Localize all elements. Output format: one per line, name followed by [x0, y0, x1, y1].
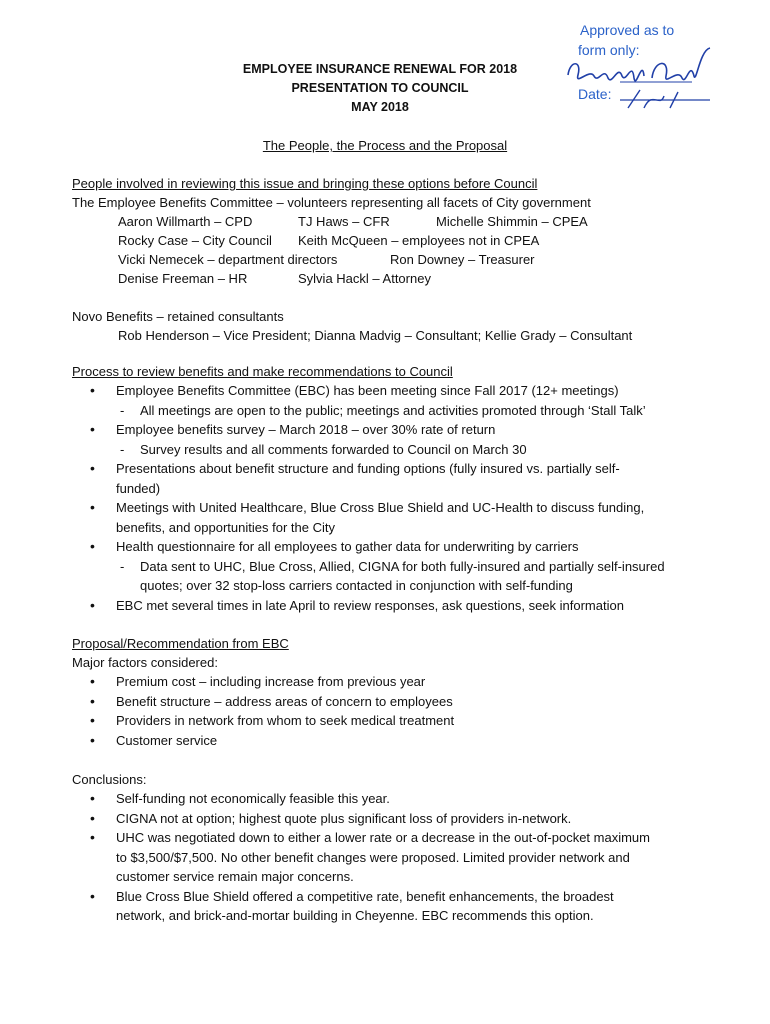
proposal-heading: Proposal/Recommendation from EBC: [72, 636, 289, 651]
member-name: Sylvia Hackl – Attorney: [298, 271, 431, 286]
novo-consultants: Rob Henderson – Vice President; Dianna Madvig – Consultant; Kellie Grady – Consultant: [118, 328, 633, 343]
factors-list: [70, 672, 760, 750]
list-item: • Benefit structure – address areas of concern to employees: [70, 692, 760, 712]
novo-heading: Novo Benefits – retained consultants: [72, 309, 284, 324]
stamp-form-text: form only:: [578, 42, 640, 58]
list-item-continuation: to $3,500/$7,500. No other benefit changes were proposed. Limited provider network and: [116, 849, 630, 865]
process-heading: Process to review benefits and make recommendations to Council: [72, 364, 453, 379]
factors-label: Major factors considered:: [72, 655, 218, 670]
process-list: [70, 381, 760, 615]
member-name: TJ Haws – CFR: [298, 214, 390, 229]
header-title: EMPLOYEE INSURANCE RENEWAL FOR 2018: [242, 62, 518, 76]
list-item: • Self-funding not economically feasible this year.: [70, 789, 760, 809]
member-name: Vicki Nemecek – department directors: [118, 252, 338, 267]
list-item-continuation: funded): [116, 480, 161, 496]
list-item: • Premium cost – including increase from previous year: [70, 672, 760, 692]
list-item-continuation: benefits, and opportunities for the City: [116, 519, 335, 535]
stamp-date-label: Date:: [578, 86, 612, 102]
member-name: Michelle Shimmin – CPEA: [436, 214, 588, 229]
list-item: • Customer service: [70, 731, 760, 751]
people-intro: The Employee Benefits Committee – volunteers representing all facets of City government: [72, 195, 591, 210]
conclusions-list: [70, 789, 760, 926]
member-name: Aaron Willmarth – CPD: [118, 214, 253, 229]
member-name: Rocky Case – City Council: [118, 233, 272, 248]
list-item: • CIGNA not at option; highest quote plus significant loss of providers in-network.: [70, 809, 760, 829]
member-name: Keith McQueen – employees not in CPEA: [298, 233, 540, 248]
list-item: • EBC met several times in late April to review responses, ask questions, seek information: [70, 596, 760, 616]
conclusions-label: Conclusions:: [72, 772, 147, 787]
list-item-continuation: customer service remain major concerns.: [116, 869, 354, 884]
list-item: - Survey results and all comments forwarded to Council on March 30: [70, 440, 760, 460]
list-item: • Presentations about benefit structure and funding options (fully insured vs. partially self-: [70, 459, 760, 479]
list-item: • Meetings with United Healthcare, Blue Cross Blue Shield and UC-Health to discuss funding,: [70, 498, 760, 518]
list-item: • Employee benefits survey – March 2018 – over 30% rate of return: [70, 420, 760, 440]
list-item: • Blue Cross Blue Shield offered a competitive rate, benefit enhancements, the broadest: [70, 887, 760, 907]
header-subtitle: PRESENTATION TO COUNCIL: [291, 81, 469, 95]
member-name: Denise Freeman – HR: [118, 271, 248, 286]
list-item-continuation: quotes; over 32 stop-loss carriers contacted in conjunction with self-funding: [140, 578, 573, 593]
member-name: Ron Downey – Treasurer: [390, 252, 535, 267]
list-item: • Providers in network from whom to seek medical treatment: [70, 711, 760, 731]
people-heading: People involved in reviewing this issue and bringing these options before Council: [72, 176, 538, 191]
list-item-continuation: network, and brick-and-mortar building in Cheyenne. EBC recommends this option.: [116, 908, 594, 923]
list-item: - All meetings are open to the public; meetings and activities promoted through ‘Stall Talk’: [70, 401, 760, 421]
section-subtitle: The People, the Process and the Proposal: [262, 138, 508, 153]
header-date: MAY 2018: [351, 100, 409, 114]
list-item: • Health questionnaire for all employees to gather data for underwriting by carriers: [70, 537, 760, 557]
document-header: [160, 60, 600, 117]
list-item: • UHC was negotiated down to either a lower rate or a decrease in the out-of-pocket maximum: [70, 828, 760, 848]
stamp-approved-text: Approved as to: [580, 22, 675, 38]
list-item: • Employee Benefits Committee (EBC) has been meeting since Fall 2017 (12+ meetings): [70, 381, 760, 401]
list-item: - Data sent to UHC, Blue Cross, Allied, CIGNA for both fully-insured and partially self-insured: [70, 557, 760, 577]
